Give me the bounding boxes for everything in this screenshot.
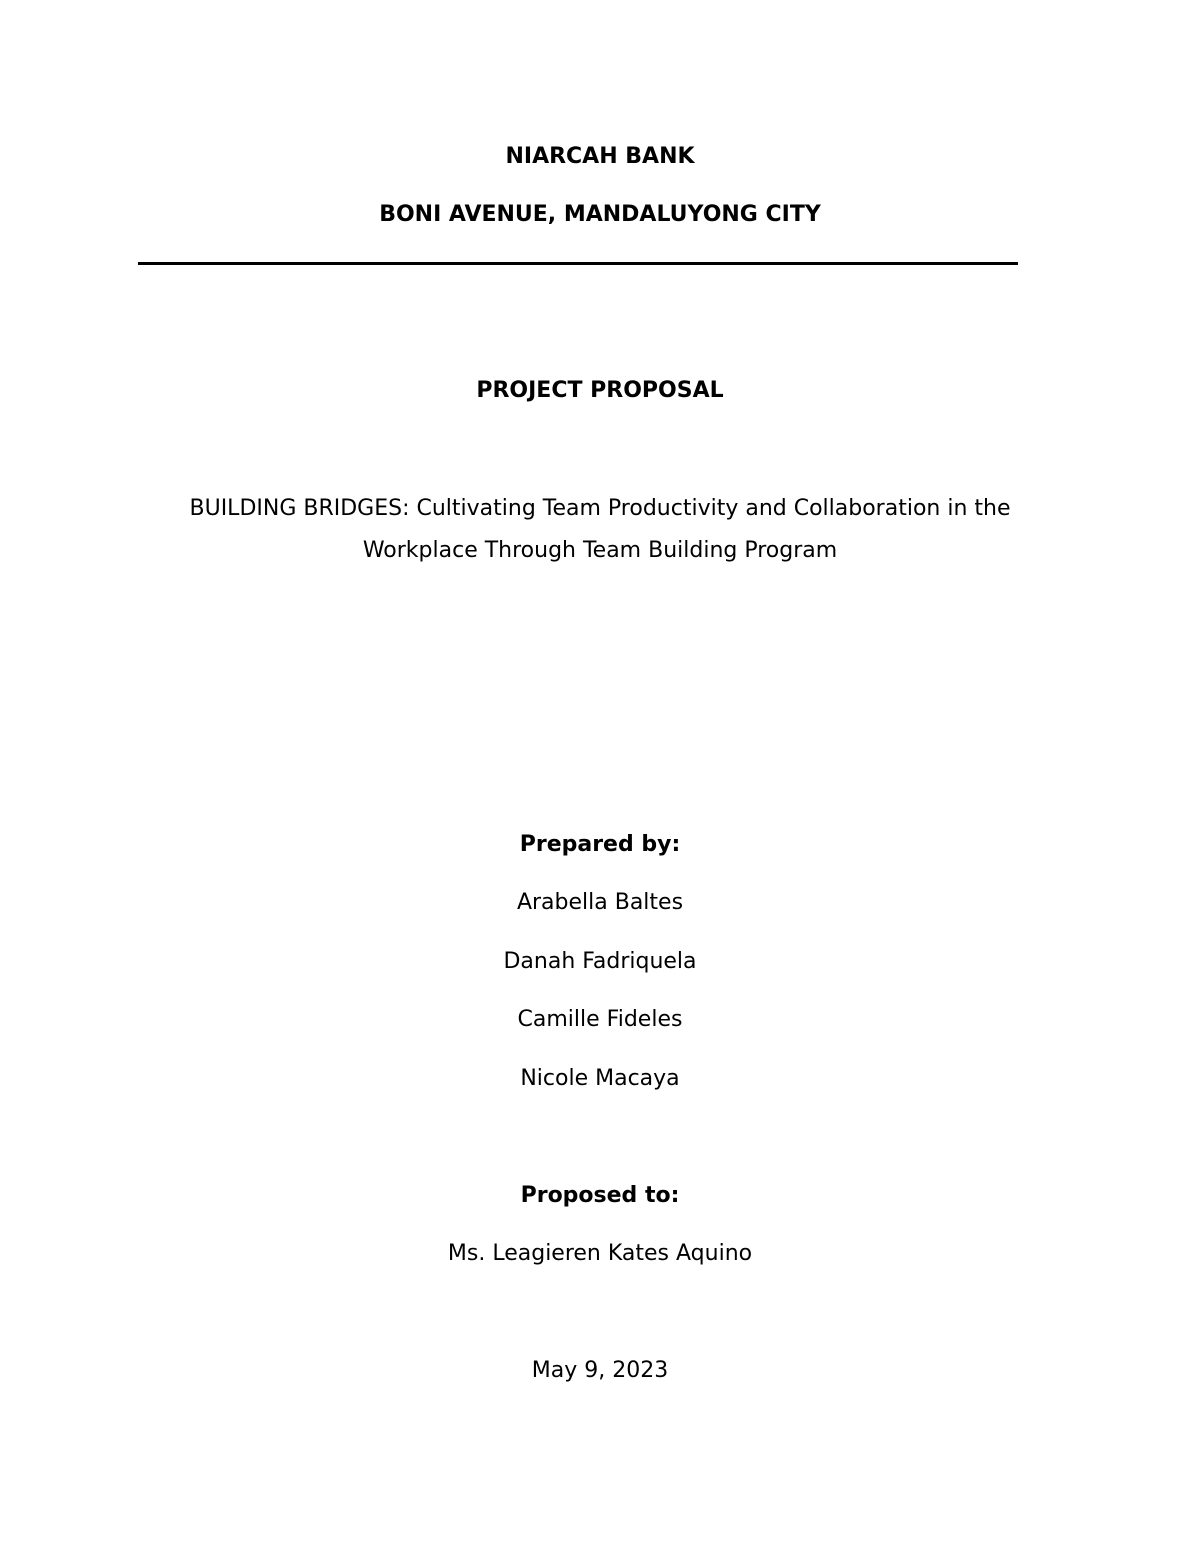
recipient-name: Ms. Leagieren Kates Aquino [447,1241,753,1266]
document-type: PROJECT PROPOSAL [476,378,724,403]
organization-name: NIARCAH BANK [505,144,695,169]
project-title-line-2: Workplace Through Team Building Program [362,538,838,563]
header-divider [138,262,1018,265]
project-title-line-1: BUILDING BRIDGES: Cultivating Team Productivity and Collaboration in the [189,496,1011,521]
preparer-name: Danah Fadriquela [503,949,697,974]
preparer-name: Nicole Macaya [520,1066,680,1091]
preparer-name: Arabella Baltes [516,890,684,915]
preparer-name: Camille Fideles [517,1007,683,1032]
document-date: May 9, 2023 [531,1358,669,1383]
organization-address: BONI AVENUE, MANDALUYONG CITY [379,202,821,227]
proposed-to-label: Proposed to: [520,1183,680,1208]
prepared-by-label: Prepared by: [519,832,681,857]
